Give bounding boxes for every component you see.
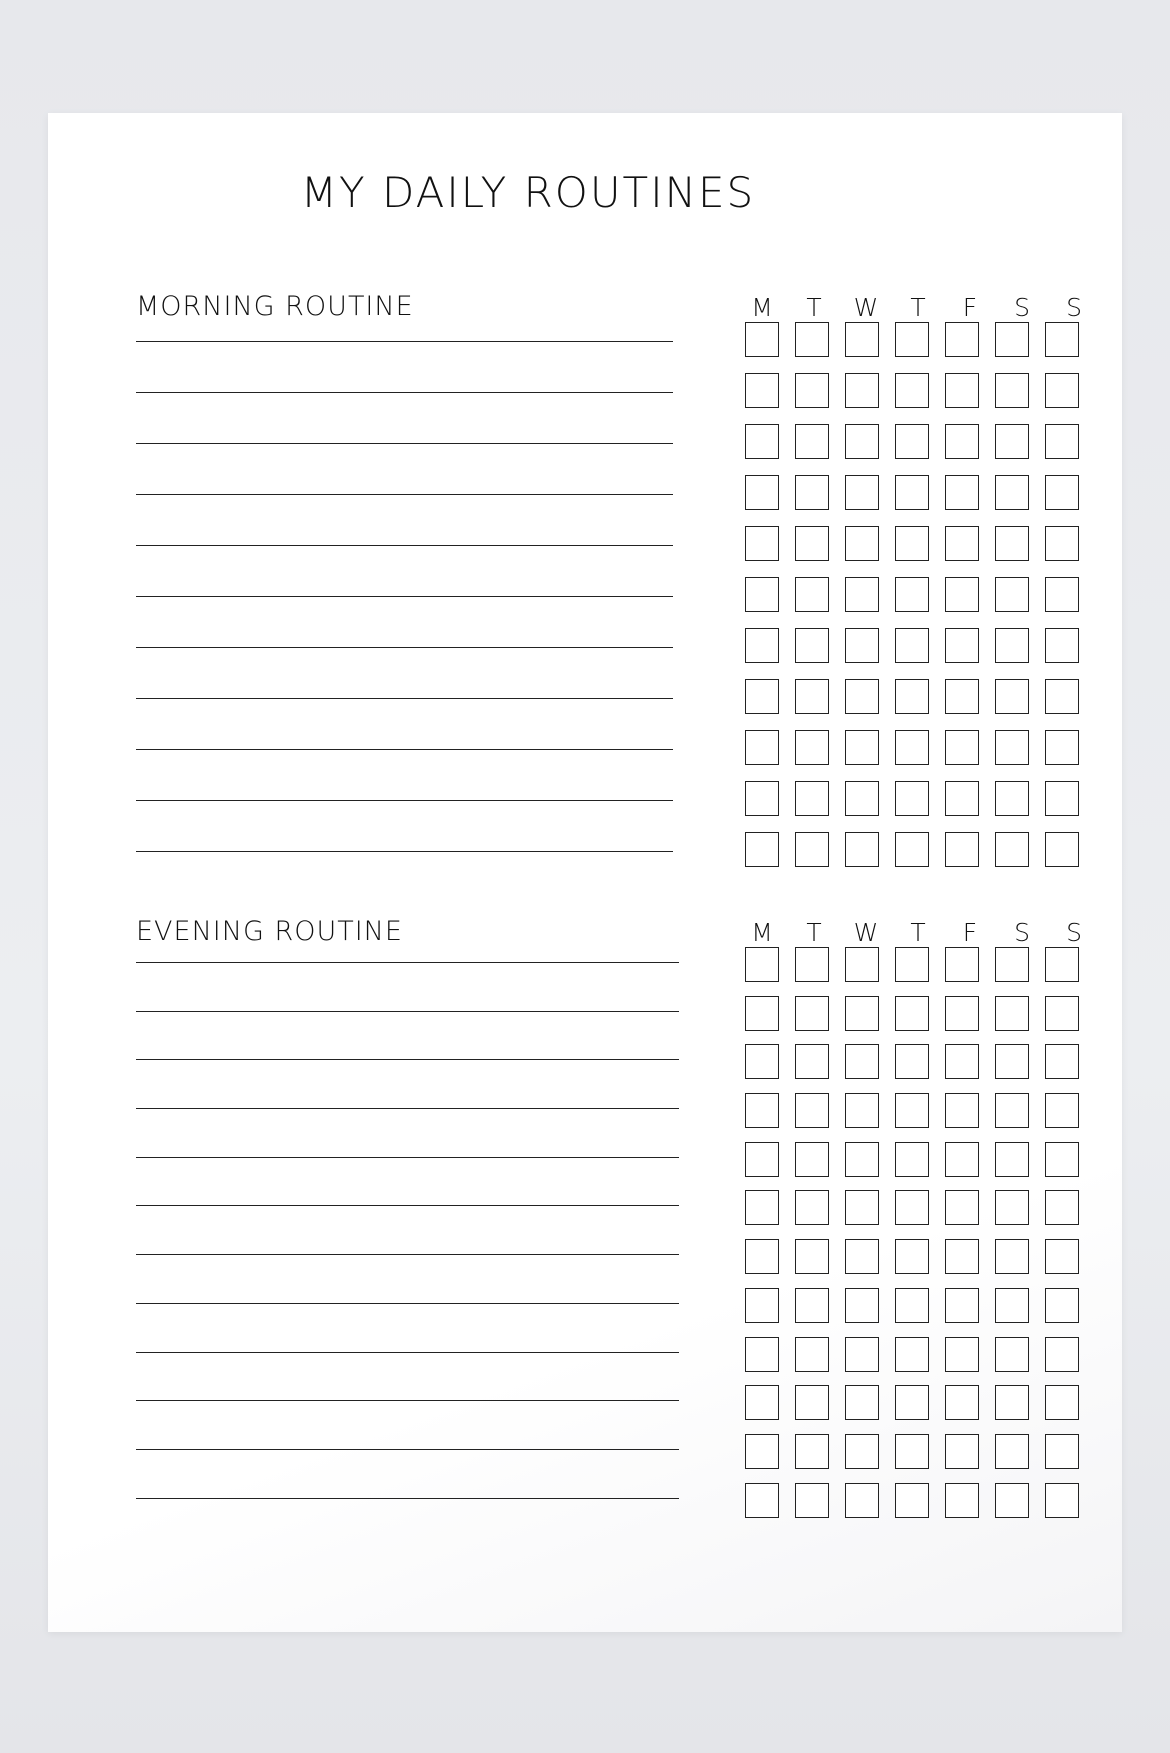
day-checkbox[interactable] [895,947,929,982]
day-checkbox[interactable] [895,1093,929,1128]
morning-routine-row [136,321,1096,372]
day-checkbox[interactable] [945,1190,979,1225]
day-checkbox[interactable] [995,373,1029,408]
morning-routine-rows [136,321,1096,882]
day-header: S [1014,293,1030,322]
day-checkbox[interactable] [845,947,879,982]
day-checkbox[interactable] [945,1337,979,1372]
evening-routine-row [136,1384,1096,1433]
day-header: F [962,918,978,947]
day-checkbox[interactable] [995,1190,1029,1225]
morning-routine-row [136,627,1096,678]
day-checkbox[interactable] [745,1142,779,1177]
day-checkbox[interactable] [745,1337,779,1372]
day-checkbox[interactable] [1045,1093,1079,1128]
day-checkbox[interactable] [845,781,879,816]
day-checkbox[interactable] [945,996,979,1031]
evening-routine-row [136,1287,1096,1336]
day-header: W [853,918,879,947]
day-checkbox[interactable] [845,679,879,714]
day-checkbox-group [745,1337,1079,1372]
day-checkbox[interactable] [845,628,879,663]
day-checkbox[interactable] [795,424,829,459]
day-checkbox[interactable] [795,1093,829,1128]
morning-routine-heading: MORNING ROUTINE [136,291,414,322]
evening-routine-rows [136,946,1096,1530]
day-checkbox[interactable] [995,1385,1029,1420]
evening-routine-row [136,946,1096,995]
day-checkbox[interactable] [945,832,979,867]
day-checkbox[interactable] [895,996,929,1031]
routine-writing-line[interactable] [136,494,673,495]
day-checkbox[interactable] [745,730,779,765]
day-checkbox[interactable] [745,475,779,510]
day-checkbox[interactable] [945,322,979,357]
day-checkbox[interactable] [895,1337,929,1372]
day-checkbox-group [745,373,1079,408]
day-checkbox[interactable] [1045,1288,1079,1323]
day-checkbox[interactable] [845,1385,879,1420]
day-checkbox[interactable] [845,730,879,765]
day-checkbox[interactable] [795,1337,829,1372]
day-checkbox[interactable] [845,1434,879,1469]
day-checkbox[interactable] [995,475,1029,510]
day-checkbox[interactable] [745,832,779,867]
day-header: W [853,293,879,322]
day-checkbox[interactable] [845,1337,879,1372]
day-checkbox[interactable] [795,322,829,357]
day-checkbox[interactable] [945,577,979,612]
day-header: T [806,918,822,947]
routine-writing-line[interactable] [136,1157,679,1158]
day-checkbox[interactable] [745,1483,779,1518]
routine-writing-line[interactable] [136,392,673,393]
day-checkbox[interactable] [845,1093,879,1128]
day-checkbox[interactable] [745,1044,779,1079]
day-checkbox[interactable] [1045,373,1079,408]
day-checkbox[interactable] [745,1190,779,1225]
day-header: S [1014,918,1030,947]
morning-routine-row [136,372,1096,423]
morning-routine-row [136,525,1096,576]
routine-writing-line[interactable] [136,545,673,546]
day-checkbox[interactable] [895,1239,929,1274]
day-checkbox[interactable] [745,1434,779,1469]
day-checkbox[interactable] [945,679,979,714]
day-checkbox[interactable] [845,322,879,357]
day-checkbox-group [745,1434,1079,1469]
evening-routine-row [136,1092,1096,1141]
day-checkbox-group [745,628,1079,663]
day-checkbox[interactable] [1045,475,1079,510]
day-checkbox[interactable] [1045,424,1079,459]
day-checkbox[interactable] [995,781,1029,816]
day-checkbox[interactable] [745,373,779,408]
day-checkbox[interactable] [845,526,879,561]
day-checkbox-group [745,577,1079,612]
day-checkbox[interactable] [1045,730,1079,765]
day-checkbox[interactable] [845,1483,879,1518]
day-checkbox[interactable] [945,526,979,561]
day-header: T [910,293,926,322]
day-checkbox[interactable] [1045,322,1079,357]
day-checkbox[interactable] [745,424,779,459]
routine-writing-line[interactable] [136,1011,679,1012]
day-header: T [806,293,822,322]
planner-page [48,113,1122,1632]
day-checkbox[interactable] [945,1483,979,1518]
day-checkbox[interactable] [995,730,1029,765]
routine-writing-line[interactable] [136,596,673,597]
day-checkbox[interactable] [945,947,979,982]
day-checkbox[interactable] [795,1385,829,1420]
day-checkbox[interactable] [895,1288,929,1323]
day-checkbox[interactable] [995,832,1029,867]
day-checkbox[interactable] [995,1434,1029,1469]
day-checkbox[interactable] [745,679,779,714]
day-checkbox[interactable] [995,679,1029,714]
day-checkbox-group [745,1288,1079,1323]
day-checkbox[interactable] [745,1385,779,1420]
morning-routine-row [136,423,1096,474]
day-checkbox[interactable] [895,1483,929,1518]
evening-routine-row [136,1433,1096,1482]
day-checkbox[interactable] [895,832,929,867]
morning-routine-row [136,576,1096,627]
day-checkbox[interactable] [1045,1190,1079,1225]
day-checkbox[interactable] [1045,577,1079,612]
routine-writing-line[interactable] [136,962,679,963]
day-checkbox[interactable] [845,577,879,612]
day-checkbox[interactable] [745,322,779,357]
day-checkbox[interactable] [995,424,1029,459]
day-checkbox-group [745,1239,1079,1274]
day-checkbox[interactable] [845,1239,879,1274]
day-checkbox[interactable] [1045,781,1079,816]
day-checkbox[interactable] [795,832,829,867]
routine-writing-line[interactable] [136,851,673,852]
day-checkbox-group [745,1190,1079,1225]
day-checkbox-group [745,475,1079,510]
day-checkbox[interactable] [895,628,929,663]
morning-day-headers [744,293,1092,322]
day-checkbox[interactable] [845,1288,879,1323]
day-checkbox-group [745,322,1079,357]
day-checkbox[interactable] [845,424,879,459]
day-checkbox-group [745,526,1079,561]
day-checkbox[interactable] [995,628,1029,663]
day-checkbox[interactable] [895,475,929,510]
day-checkbox[interactable] [745,628,779,663]
day-checkbox[interactable] [895,679,929,714]
day-checkbox[interactable] [1045,679,1079,714]
day-checkbox[interactable] [1045,1483,1079,1518]
day-checkbox[interactable] [795,1044,829,1079]
day-checkbox[interactable] [1045,1385,1079,1420]
routine-writing-line[interactable] [136,1205,679,1206]
day-header: M [751,918,773,947]
day-checkbox[interactable] [895,322,929,357]
day-checkbox-group [745,1385,1079,1420]
day-checkbox[interactable] [945,781,979,816]
day-checkbox[interactable] [945,1434,979,1469]
day-checkbox-group [745,947,1079,982]
day-checkbox-group [745,730,1079,765]
day-checkbox[interactable] [845,373,879,408]
morning-routine-row [136,831,1096,882]
routine-writing-line[interactable] [136,749,673,750]
day-checkbox-group [745,781,1079,816]
day-checkbox[interactable] [1045,1142,1079,1177]
day-checkbox[interactable] [895,1190,929,1225]
day-checkbox[interactable] [995,1239,1029,1274]
day-checkbox[interactable] [845,996,879,1031]
day-checkbox[interactable] [795,679,829,714]
evening-routine-row [136,995,1096,1044]
day-checkbox[interactable] [895,1385,929,1420]
day-header: S [1066,293,1082,322]
evening-routine-row [136,1043,1096,1092]
day-checkbox[interactable] [845,1190,879,1225]
routine-writing-line[interactable] [136,647,673,648]
day-checkbox[interactable] [995,322,1029,357]
day-checkbox[interactable] [995,947,1029,982]
routine-writing-line[interactable] [136,800,673,801]
day-checkbox[interactable] [745,1093,779,1128]
day-checkbox[interactable] [1045,1044,1079,1079]
day-checkbox[interactable] [995,577,1029,612]
day-checkbox[interactable] [795,730,829,765]
routine-writing-line[interactable] [136,1108,679,1109]
day-checkbox[interactable] [1045,996,1079,1031]
day-checkbox[interactable] [795,1483,829,1518]
day-checkbox[interactable] [745,781,779,816]
routine-writing-line[interactable] [136,1303,679,1304]
day-checkbox[interactable] [995,1483,1029,1518]
evening-routine-row [136,1141,1096,1190]
day-checkbox[interactable] [795,947,829,982]
day-checkbox[interactable] [995,1288,1029,1323]
day-checkbox[interactable] [795,475,829,510]
day-checkbox[interactable] [895,1434,929,1469]
day-checkbox[interactable] [745,996,779,1031]
routine-writing-line[interactable] [136,698,673,699]
day-checkbox[interactable] [845,475,879,510]
day-checkbox[interactable] [1045,832,1079,867]
day-checkbox-group [745,1483,1079,1518]
day-checkbox[interactable] [845,832,879,867]
day-checkbox[interactable] [895,1142,929,1177]
day-checkbox[interactable] [945,1044,979,1079]
day-header: S [1066,918,1082,947]
day-checkbox[interactable] [745,526,779,561]
routine-writing-line[interactable] [136,1059,679,1060]
evening-routine-row [136,1482,1096,1531]
day-checkbox[interactable] [995,1093,1029,1128]
morning-routine-row [136,780,1096,831]
day-checkbox[interactable] [745,1288,779,1323]
day-checkbox[interactable] [895,526,929,561]
day-checkbox[interactable] [1045,1434,1079,1469]
day-checkbox[interactable] [795,628,829,663]
day-checkbox[interactable] [795,1239,829,1274]
day-checkbox[interactable] [795,526,829,561]
day-checkbox[interactable] [945,1288,979,1323]
day-checkbox-group [745,424,1079,459]
day-checkbox[interactable] [945,730,979,765]
evening-routine-row [136,1238,1096,1287]
day-checkbox[interactable] [995,1142,1029,1177]
day-checkbox[interactable] [995,526,1029,561]
day-checkbox[interactable] [945,1093,979,1128]
day-checkbox[interactable] [845,1142,879,1177]
day-checkbox[interactable] [895,781,929,816]
routine-writing-line[interactable] [136,1352,679,1353]
morning-routine-row [136,678,1096,729]
routine-writing-line[interactable] [136,443,673,444]
routine-writing-line[interactable] [136,1449,679,1450]
evening-day-headers [744,918,1092,947]
morning-routine-row [136,729,1096,780]
day-checkbox[interactable] [945,475,979,510]
day-checkbox-group [745,1044,1079,1079]
day-checkbox[interactable] [945,1239,979,1274]
routine-writing-line[interactable] [136,1400,679,1401]
morning-routine-row [136,474,1096,525]
day-checkbox[interactable] [945,373,979,408]
day-checkbox[interactable] [795,996,829,1031]
day-checkbox[interactable] [795,1434,829,1469]
day-checkbox[interactable] [795,373,829,408]
evening-routine-row [136,1189,1096,1238]
day-checkbox[interactable] [1045,1337,1079,1372]
day-checkbox[interactable] [1045,628,1079,663]
day-checkbox[interactable] [745,947,779,982]
day-checkbox[interactable] [945,628,979,663]
day-header: M [751,293,773,322]
day-checkbox-group [745,996,1079,1031]
day-checkbox-group [745,1142,1079,1177]
day-checkbox[interactable] [745,577,779,612]
day-checkbox[interactable] [945,1385,979,1420]
day-checkbox[interactable] [795,781,829,816]
day-checkbox[interactable] [795,1142,829,1177]
day-header: T [910,918,926,947]
day-checkbox[interactable] [895,730,929,765]
day-checkbox[interactable] [895,373,929,408]
evening-routine-heading: EVENING ROUTINE [136,916,403,947]
routine-writing-line[interactable] [136,341,673,342]
day-checkbox-group [745,832,1079,867]
day-checkbox[interactable] [945,424,979,459]
day-checkbox[interactable] [795,1190,829,1225]
day-checkbox[interactable] [895,424,929,459]
day-checkbox[interactable] [1045,1239,1079,1274]
day-checkbox[interactable] [795,1288,829,1323]
day-checkbox-group [745,1093,1079,1128]
day-checkbox[interactable] [995,1337,1029,1372]
page-title: MY DAILY ROUTINES [300,168,756,217]
day-checkbox[interactable] [795,577,829,612]
day-checkbox[interactable] [1045,947,1079,982]
day-checkbox[interactable] [895,577,929,612]
day-checkbox-group [745,679,1079,714]
day-checkbox[interactable] [995,996,1029,1031]
day-checkbox[interactable] [995,1044,1029,1079]
day-checkbox[interactable] [1045,526,1079,561]
day-header: F [962,293,978,322]
day-checkbox[interactable] [745,1239,779,1274]
day-checkbox[interactable] [845,1044,879,1079]
routine-writing-line[interactable] [136,1498,679,1499]
day-checkbox[interactable] [895,1044,929,1079]
evening-routine-row [136,1336,1096,1385]
routine-writing-line[interactable] [136,1254,679,1255]
day-checkbox[interactable] [945,1142,979,1177]
